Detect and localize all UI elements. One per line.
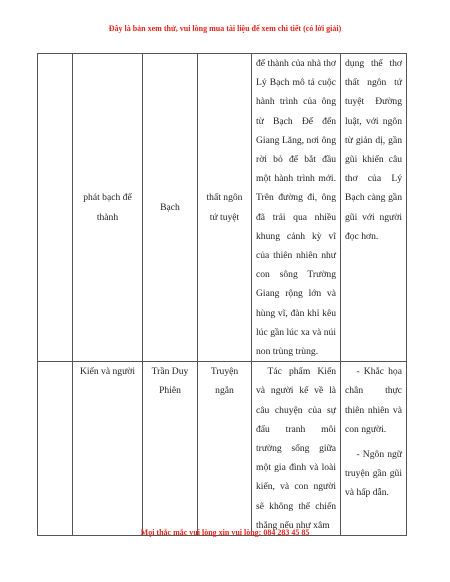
table-cell-index [38, 54, 73, 362]
table-cell-content: Tác phẩm Kiến và người kể về là câu chuyện của sự đấu tranh môi trường sống giữa một gia đình và loài kiến, và con người sẽ không thể chiến thắng nếu như xâm [252, 362, 341, 536]
contact-footer-banner: Mọi thắc mắc vui lòng xin vui lòng: 084 283 45 85 [140, 528, 310, 537]
content-table [37, 53, 407, 536]
table-cell-title: Kiến và người [73, 362, 143, 536]
table-row [38, 362, 407, 536]
table-cell-author: Trần Duy Phiên [143, 362, 198, 536]
table-cell-genre: thất ngôn tứ tuyệt [198, 54, 252, 362]
table-cell-art: dụng thể thơ thất ngôn tứ tuyệt Đường luật, với ngôn từ giản dị, gần gũi khiến câu thơ của Lý Bạch càng gần gũi với người đọc hơn. [341, 54, 407, 362]
table-row [38, 54, 407, 362]
table-cell-content: đế thành của nhà thơ Lý Bạch mô tả cuộc hành trình của ông từ Bạch Đế đến Giang Lăng, nơi ông rời bỏ để bắt đầu một hành trình mới. Trên đường đi, ông đã trải qua nhiều khung cảnh kỳ vĩ của thiên nhiên như con sông Trường Giang rộng lớn và hùng vĩ, đàn khỉ kêu lúc gần lúc xa và núi non trùng trùng. [252, 54, 341, 362]
table-cell-author: Bạch [143, 54, 198, 362]
art-point-1: - Khắc họa chân thực thiên nhiên và con người. [345, 366, 402, 435]
table-cell-title: phát bạch đế thành [73, 54, 143, 362]
table-cell-art [341, 362, 407, 536]
art-point-2: - Ngôn ngữ truyện gần gũi và hấp dẫn. [345, 449, 402, 499]
table-cell-index [38, 362, 73, 536]
table-cell-genre: Truyện ngắn [198, 362, 252, 536]
preview-notice-banner: Đây là bản xem thử, vui lòng mua tài liệu để xem chi tiết (có lời giải) [108, 24, 342, 33]
